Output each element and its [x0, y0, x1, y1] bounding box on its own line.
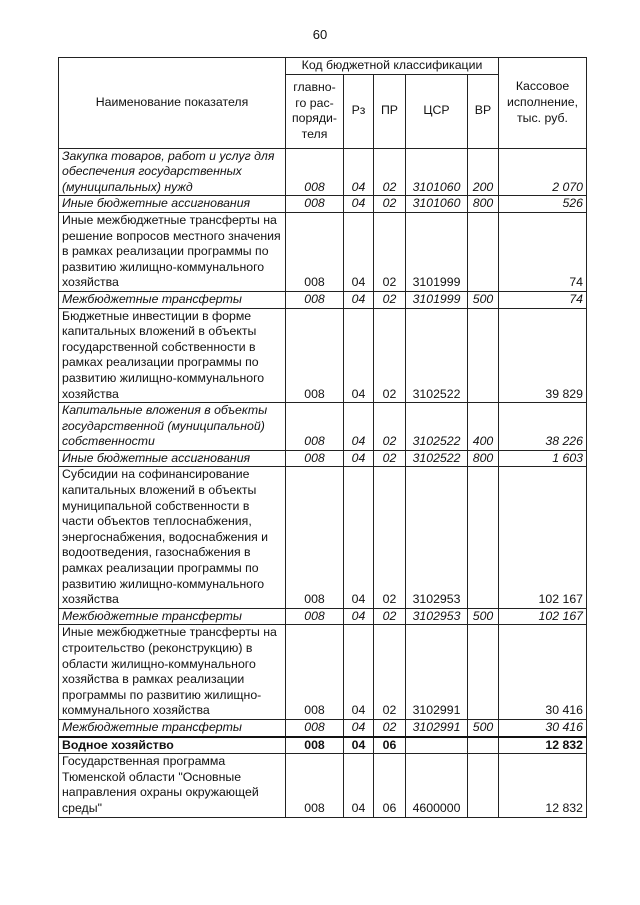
row-rz: 04 — [344, 308, 374, 403]
table-row — [59, 754, 587, 817]
row-amount: 2 070 — [499, 148, 587, 196]
row-glavn: 008 — [286, 196, 344, 213]
row-vr: 800 — [468, 450, 499, 467]
row-name: Бюджетные инвестиции в форме капитальных вложений в объекты государственной собственности в рамках реализации программы по развитию жилищно-коммунального хозяйства — [59, 308, 286, 403]
row-rz: 04 — [344, 467, 374, 608]
row-rz: 04 — [344, 737, 374, 754]
row-amount: 39 829 — [499, 308, 587, 403]
row-vr: 500 — [468, 291, 499, 308]
row-amount: 74 — [499, 291, 587, 308]
row-csr: 3101060 — [406, 196, 468, 213]
row-csr: 3102991 — [406, 719, 468, 736]
table-row — [59, 608, 587, 625]
row-pr: 02 — [374, 291, 406, 308]
header-glavn: главно-го рас-поряди-теля — [286, 74, 344, 148]
row-glavn: 008 — [286, 467, 344, 608]
row-vr: 800 — [468, 196, 499, 213]
row-rz: 04 — [344, 608, 374, 625]
row-rz: 04 — [344, 291, 374, 308]
row-pr: 06 — [374, 754, 406, 817]
row-name: Межбюджетные трансферты — [59, 291, 286, 308]
row-csr: 3102522 — [406, 403, 468, 451]
header-csr: ЦСР — [406, 74, 468, 148]
table-row — [59, 450, 587, 467]
row-amount: 1 603 — [499, 450, 587, 467]
row-amount: 102 167 — [499, 608, 587, 625]
row-name: Субсидии на софинансирование капитальных вложений в объекты муниципальной собственности в части объектов теплоснабжения, энергоснабжения, водоснабжения и водоотведения, газоснабжения в рамках реализации программы по развитию жилищно-коммунального хозяйства — [59, 467, 286, 608]
row-glavn: 008 — [286, 754, 344, 817]
row-pr: 02 — [374, 467, 406, 608]
row-pr: 02 — [374, 625, 406, 720]
row-name: Иные бюджетные ассигнования — [59, 196, 286, 213]
row-pr: 02 — [374, 719, 406, 736]
row-glavn: 008 — [286, 737, 344, 754]
row-glavn: 008 — [286, 212, 344, 291]
row-glavn: 008 — [286, 450, 344, 467]
row-pr: 02 — [374, 403, 406, 451]
row-amount: 12 832 — [499, 754, 587, 817]
budget-table — [58, 57, 587, 818]
row-glavn: 008 — [286, 403, 344, 451]
table-row — [59, 719, 587, 736]
row-vr: 400 — [468, 403, 499, 451]
row-amount: 12 832 — [499, 737, 587, 754]
row-csr: 3102522 — [406, 308, 468, 403]
page-number: 60 — [312, 27, 328, 42]
header-pr: ПР — [374, 74, 406, 148]
row-name: Капитальные вложения в объекты государственной (муниципальной) собственности — [59, 403, 286, 451]
row-vr — [468, 754, 499, 817]
table-row — [59, 291, 587, 308]
row-rz: 04 — [344, 754, 374, 817]
row-pr: 02 — [374, 212, 406, 291]
row-vr: 500 — [468, 608, 499, 625]
row-csr: 3102991 — [406, 625, 468, 720]
row-rz: 04 — [344, 450, 374, 467]
row-csr — [406, 737, 468, 754]
row-name: Государственная программа Тюменской области "Основные направления охраны окружающей среды" — [59, 754, 286, 817]
row-name: Иные бюджетные ассигнования — [59, 450, 286, 467]
row-csr: 3102522 — [406, 450, 468, 467]
row-name: Водное хозяйство — [59, 737, 286, 754]
row-csr: 3101999 — [406, 212, 468, 291]
row-vr — [468, 467, 499, 608]
row-name: Межбюджетные трансферты — [59, 608, 286, 625]
row-pr: 02 — [374, 450, 406, 467]
table-row — [59, 212, 587, 291]
row-vr — [468, 625, 499, 720]
row-amount: 526 — [499, 196, 587, 213]
row-glavn: 008 — [286, 608, 344, 625]
table-row — [59, 403, 587, 451]
row-rz: 04 — [344, 719, 374, 736]
row-csr: 3102953 — [406, 467, 468, 608]
row-glavn: 008 — [286, 308, 344, 403]
row-rz: 04 — [344, 625, 374, 720]
header-code-group: Код бюджетной классификации — [286, 58, 499, 75]
header-vr: ВР — [468, 74, 499, 148]
row-amount: 38 226 — [499, 403, 587, 451]
row-name: Иные межбюджетные трансферты на решение вопросов местного значения в рамках реализации программы по развитию жилищно-коммунального хозяйства — [59, 212, 286, 291]
row-csr: 3101999 — [406, 291, 468, 308]
row-glavn: 008 — [286, 625, 344, 720]
row-pr: 02 — [374, 148, 406, 196]
table-row — [59, 625, 587, 720]
row-rz: 04 — [344, 212, 374, 291]
header-rz: Рз — [344, 74, 374, 148]
row-csr: 3101060 — [406, 148, 468, 196]
row-amount: 102 167 — [499, 467, 587, 608]
row-csr: 3102953 — [406, 608, 468, 625]
header-name: Наименование показателя — [59, 58, 286, 149]
row-vr — [468, 308, 499, 403]
row-pr: 06 — [374, 737, 406, 754]
table-row — [59, 308, 587, 403]
row-pr: 02 — [374, 196, 406, 213]
row-amount: 74 — [499, 212, 587, 291]
row-rz: 04 — [344, 148, 374, 196]
row-pr: 02 — [374, 608, 406, 625]
row-rz: 04 — [344, 403, 374, 451]
row-glavn: 008 — [286, 148, 344, 196]
table-row — [59, 148, 587, 196]
table-row — [59, 737, 587, 754]
row-vr: 500 — [468, 719, 499, 736]
row-pr: 02 — [374, 308, 406, 403]
row-name: Иные межбюджетные трансферты на строительство (реконструкцию) в области жилищно-коммунального хозяйства в рамках реализации программы по развитию жилищно-коммунального хозяйства — [59, 625, 286, 720]
row-name: Межбюджетные трансферты — [59, 719, 286, 736]
row-vr — [468, 212, 499, 291]
row-amount: 30 416 — [499, 719, 587, 736]
row-rz: 04 — [344, 196, 374, 213]
row-glavn: 008 — [286, 291, 344, 308]
table-row — [59, 196, 587, 213]
row-vr — [468, 737, 499, 754]
row-glavn: 008 — [286, 719, 344, 736]
row-name: Закупка товаров, работ и услуг для обеспечения государственных (муниципальных) нужд — [59, 148, 286, 196]
row-vr: 200 — [468, 148, 499, 196]
header-amount: Кассовое исполнение, тыс. руб. — [499, 58, 587, 149]
row-csr: 4600000 — [406, 754, 468, 817]
table-row — [59, 467, 587, 608]
row-amount: 30 416 — [499, 625, 587, 720]
